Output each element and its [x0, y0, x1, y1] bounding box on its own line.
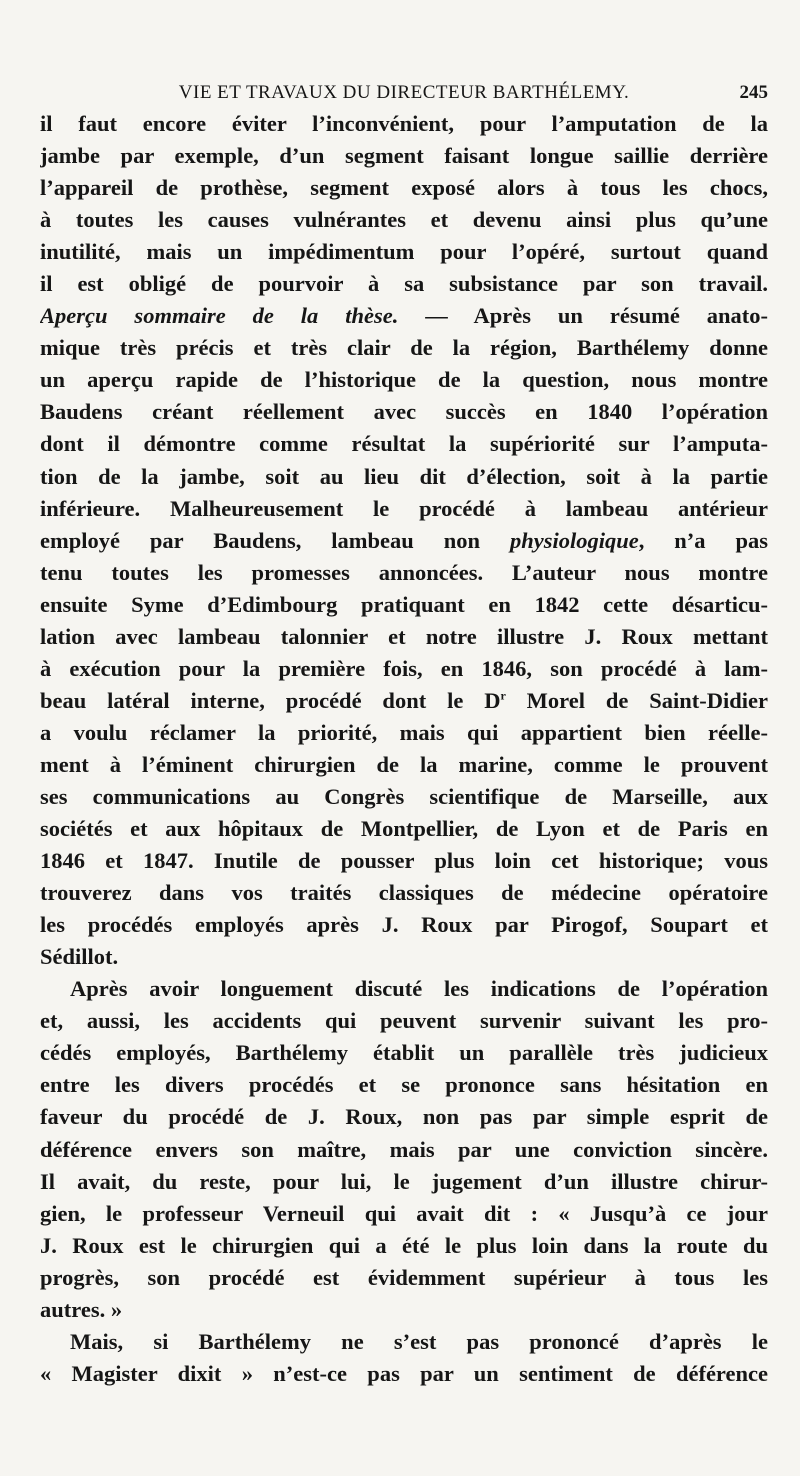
text-run: entre les divers procédés et se prononce sans hésitation en [40, 1072, 768, 1098]
text-run: Mais, si Barthélemy ne s’est pas prononcé d’après le [70, 1328, 768, 1354]
text-run: a voulu réclamer la priorité, mais qui appartient bien réelle- [40, 719, 768, 745]
superscript: r [500, 688, 506, 703]
text-line [40, 364, 768, 396]
text-run: beau latéral interne, procédé dont le D [40, 687, 501, 713]
text-line [40, 845, 768, 877]
text-line [40, 172, 768, 204]
text-line [40, 621, 768, 653]
text-line [40, 781, 768, 813]
text-run: ensuite Syme d’Edimbourg pratiquant en 1842 cette désarticu- [40, 591, 768, 617]
text-line [40, 909, 768, 941]
text-run: lation avec lambeau talonnier et notre illustre J. Roux mettant [40, 623, 768, 649]
text-line [40, 877, 768, 909]
text-line [40, 1198, 768, 1230]
text-line [40, 941, 768, 973]
text-line [40, 525, 768, 557]
text-line [40, 493, 768, 525]
text-line [40, 204, 768, 236]
text-line [40, 268, 768, 300]
text-line [40, 749, 768, 781]
text-run: à exécution pour la première fois, en 1846, son procédé à lam- [40, 655, 768, 681]
text-run: trouverez dans vos traités classiques de médecine opératoire [40, 880, 768, 906]
text-run: dont il démontre comme résultat la supériorité sur l’amputa- [40, 431, 768, 457]
text-run: Il avait, du reste, pour lui, le jugement d’un illustre chirur- [40, 1168, 768, 1194]
text-run: Morel de Saint-Didier [505, 687, 768, 713]
text-run: inutilité, mais un impédimentum pour l’opéré, surtout quand [40, 239, 768, 265]
text-run: Après avoir longuement discuté les indications de l’opération [70, 976, 768, 1002]
text-run: — Après un résumé anato- [398, 303, 768, 329]
text-run: « Magister dixit » n’est-ce pas par un sentiment de déférence [40, 1360, 768, 1386]
page-number: 245 [739, 82, 768, 103]
text-line [40, 1101, 768, 1133]
text-run: gien, le professeur Verneuil qui avait dit : « Jusqu’à ce jour [40, 1200, 768, 1226]
text-run: Baudens créant réellement avec succès en 1840 l’opération [40, 399, 768, 425]
italic-text: Aperçu sommaire de la thèse. [40, 303, 399, 329]
text-run: tion de la jambe, soit au lieu dit d’élection, soit à la partie [40, 463, 768, 489]
text-run: faveur du procédé de J. Roux, non pas par simple esprit de [40, 1104, 768, 1130]
text-line [40, 557, 768, 589]
running-head [40, 78, 768, 108]
text-run: à toutes les causes vulnérantes et devenu ainsi plus qu’une [40, 207, 768, 233]
text-run: et, aussi, les accidents qui peuvent survenir suivant les pro- [40, 1008, 768, 1034]
italic-text: physiologique [509, 527, 639, 553]
text-line [40, 461, 768, 493]
text-line [40, 1230, 768, 1262]
text-run: , n’a pas [638, 527, 768, 553]
text-line [40, 428, 768, 460]
text-line [40, 1294, 768, 1326]
text-run: ment à l’éminent chirurgien de la marine, comme le prouvent [40, 751, 768, 777]
body-text [40, 108, 768, 1390]
text-line [40, 1262, 768, 1294]
text-run: déférence envers son maître, mais par une conviction sincère. [40, 1136, 768, 1162]
text-line [40, 717, 768, 749]
text-line [40, 1326, 768, 1358]
text-line [40, 589, 768, 621]
text-line [40, 1069, 768, 1101]
text-line [40, 108, 768, 140]
text-line [40, 1005, 768, 1037]
text-line [40, 396, 768, 428]
text-run: cédés employés, Barthélemy établit un parallèle très judicieux [40, 1040, 768, 1066]
text-run: progrès, son procédé est évidemment supérieur à tous les [40, 1264, 768, 1290]
text-run: l’appareil de prothèse, segment exposé alors à tous les chocs, [40, 175, 768, 201]
text-line [40, 813, 768, 845]
text-line [40, 1166, 768, 1198]
text-line [40, 653, 768, 685]
running-title: VIE ET TRAVAUX DU DIRECTEUR BARTHÉLEMY. [178, 82, 630, 103]
text-line [40, 973, 768, 1005]
text-line [40, 332, 768, 364]
text-run: il faut encore éviter l’inconvénient, pour l’amputation de la [40, 111, 768, 136]
text-run: J. Roux est le chirurgien qui a été le plus loin dans la route du [40, 1232, 768, 1258]
text-line [40, 236, 768, 268]
text-run: il est obligé de pourvoir à sa subsistance par son travail. [40, 271, 768, 297]
text-line [40, 1037, 768, 1069]
text-run: inférieure. Malheureusement le procédé à lambeau antérieur [40, 495, 768, 521]
text-line [40, 685, 768, 717]
text-run: Sédillot. [40, 944, 119, 970]
text-line [40, 140, 768, 172]
text-run: employé par Baudens, lambeau non [40, 527, 510, 553]
text-run: sociétés et aux hôpitaux de Montpellier, de Lyon et de Paris en [40, 816, 768, 842]
text-run: un aperçu rapide de l’historique de la question, nous montre [40, 367, 768, 393]
text-run: jambe par exemple, d’un segment faisant longue saillie derrière [40, 143, 768, 169]
text-line [40, 1134, 768, 1166]
text-run: autres. » [40, 1296, 123, 1322]
text-run: ses communications au Congrès scientifique de Marseille, aux [40, 783, 768, 809]
text-run: les procédés employés après J. Roux par Pirogof, Soupart et [40, 912, 768, 938]
text-run: tenu toutes les promesses annoncées. L’auteur nous montre [40, 559, 768, 585]
text-run: 1846 et 1847. Inutile de pousser plus loin cet historique; vous [40, 848, 768, 874]
text-line [40, 300, 768, 332]
text-line [40, 1358, 768, 1390]
text-run: mique très précis et très clair de la région, Barthélemy donne [40, 335, 768, 361]
